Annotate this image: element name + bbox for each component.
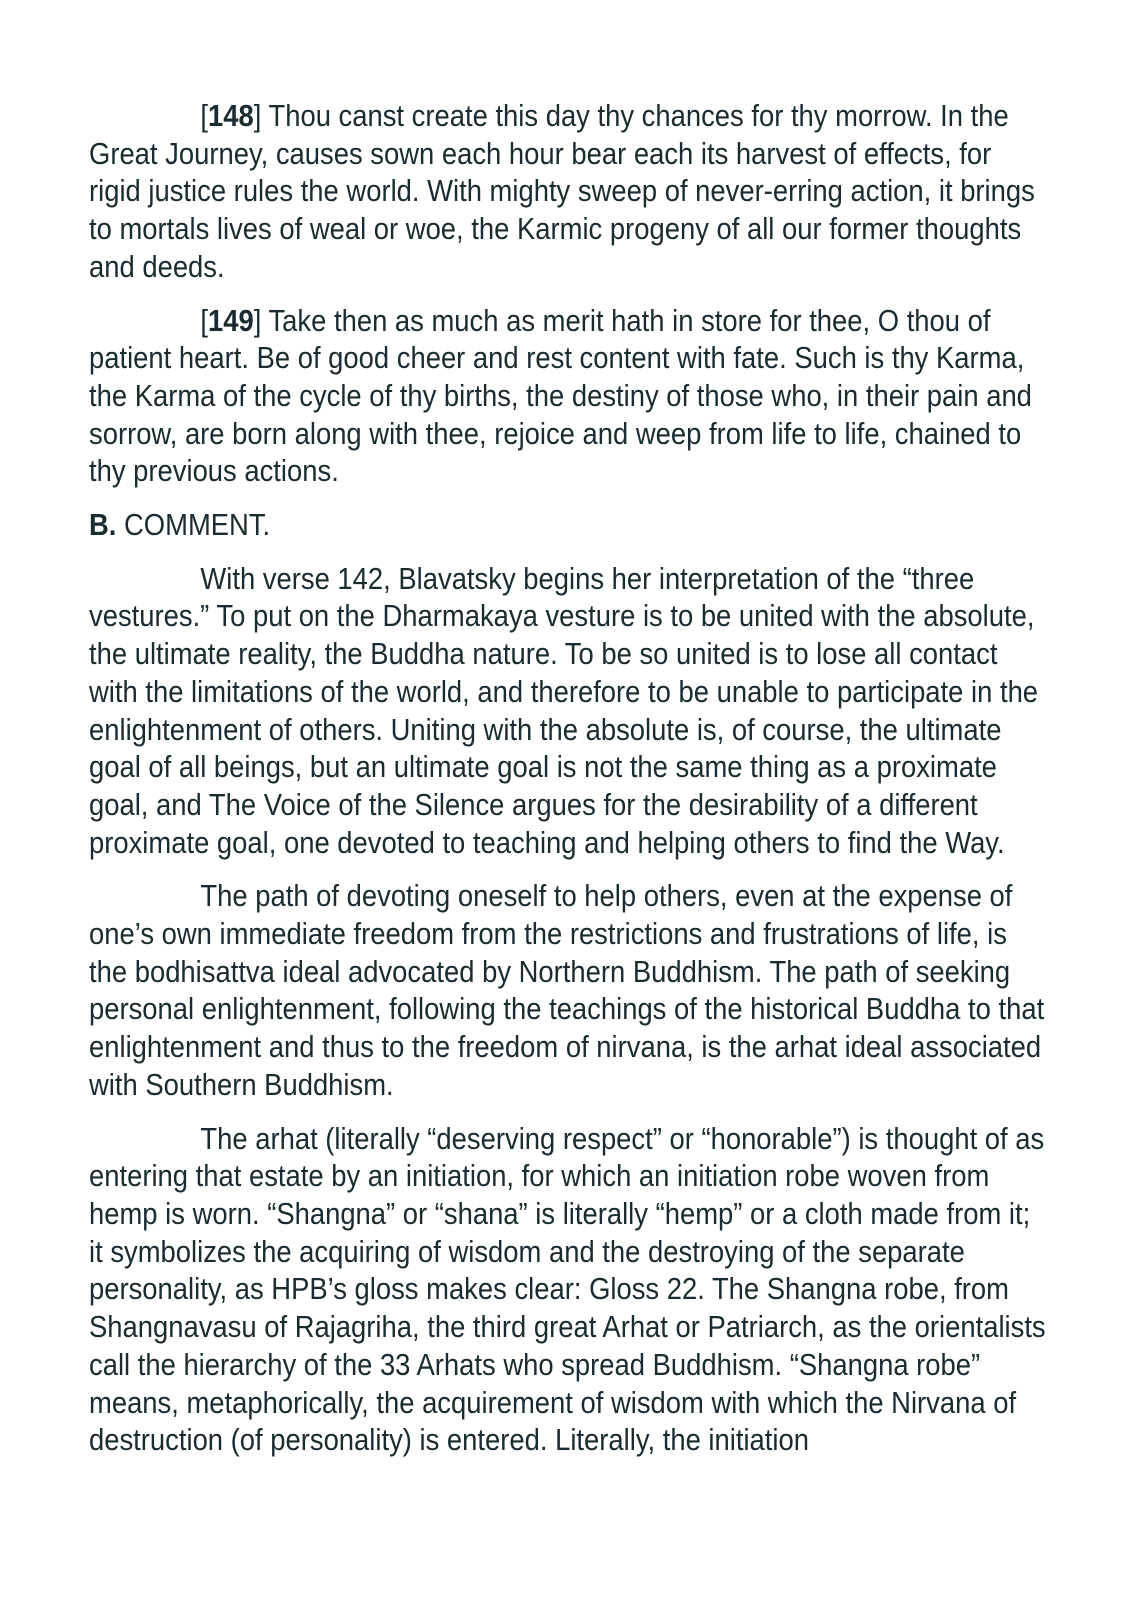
text-run: B. [89, 507, 117, 543]
text-run: COMMENT. [116, 507, 271, 543]
text-block [89, 97, 1049, 1475]
comment-para-1 [89, 560, 1049, 862]
verse-149 [89, 302, 1049, 491]
text-run: ] Thou canst create this day thy chances for thy morrow. In the Great Journey, causes sown each hour bear each its harvest of effects, for rigid justice rules the world. With mighty sweep of never-erring action, it brings to mortals lives of weal or woe, the Karmic progeny of all our former thoughts and deeds. [89, 98, 1035, 284]
text-run: [ [200, 302, 209, 338]
verse-148 [89, 97, 1049, 286]
comment-para-2 [89, 877, 1049, 1103]
text-run: 148 [208, 98, 254, 133]
text-run: The path of devoting oneself to help others, even at the expense of one’s own immediate freedom from the restrictions and frustrations of life, is the bodhisattva ideal advocated by Northern Buddhism. The path of seeking personal enlightenment, following the teachings of the historical Buddha to that enlightenment and thus to the freedom of nirvana, is the arhat ideal associated with Southern Buddhism. [89, 878, 1045, 1102]
text-run: With verse 142, Blavatsky begins her interpretation of the “three vestures.” To put on the Dharmakaya vesture is to be united with the absolute, the ultimate reality, the Buddha nature. To be so united is to lose all contact with the limitations of the world, and therefore to be unable to participate in the enlightenment of others. Uniting with the absolute is, of course, the ultimate goal of all beings, but an ultimate goal is not the same thing as a proximate goal, and The Voice of the Silence argues for the desirability of a different proximate goal, one devoted to teaching and helping others to find the Way. [89, 560, 1039, 860]
comment-heading [89, 506, 1049, 544]
text-run: 149 [208, 302, 254, 338]
text-run: ] Take then as much as merit hath in store for thee, O thou of patient heart. Be of good cheer and rest content with fate. Such is thy Karma, the Karma of the cycle of thy births, the destiny of those who, in their pain and sorrow, are born along with thee, rejoice and weep from life to life, chained to thy previous actions. [89, 302, 1032, 489]
text-run: The arhat (literally “deserving respect” or “honorable”) is thought of as entering that estate by an initiation, for which an initiation robe woven from hemp is worn. “Shangna” or “shana” is literally “hemp” or a cloth made from it; it symbolizes the acquiring of wisdom and the destroying of the separate personality, as HPB’s gloss makes clear: Gloss 22. The Shangna robe, from Shangnavasu of Rajagriha, the third great Arhat or Patriarch, as the orientalists call the hierarchy of the 33 Arhats who spread Buddhism. “Shangna robe” means, metaphorically, the acquirement of wisdom with which the Nirvana of destruction (of personality) is entered. Literally, the initiation [89, 1120, 1046, 1458]
comment-para-3 [89, 1120, 1049, 1459]
text-run: [ [200, 98, 209, 133]
